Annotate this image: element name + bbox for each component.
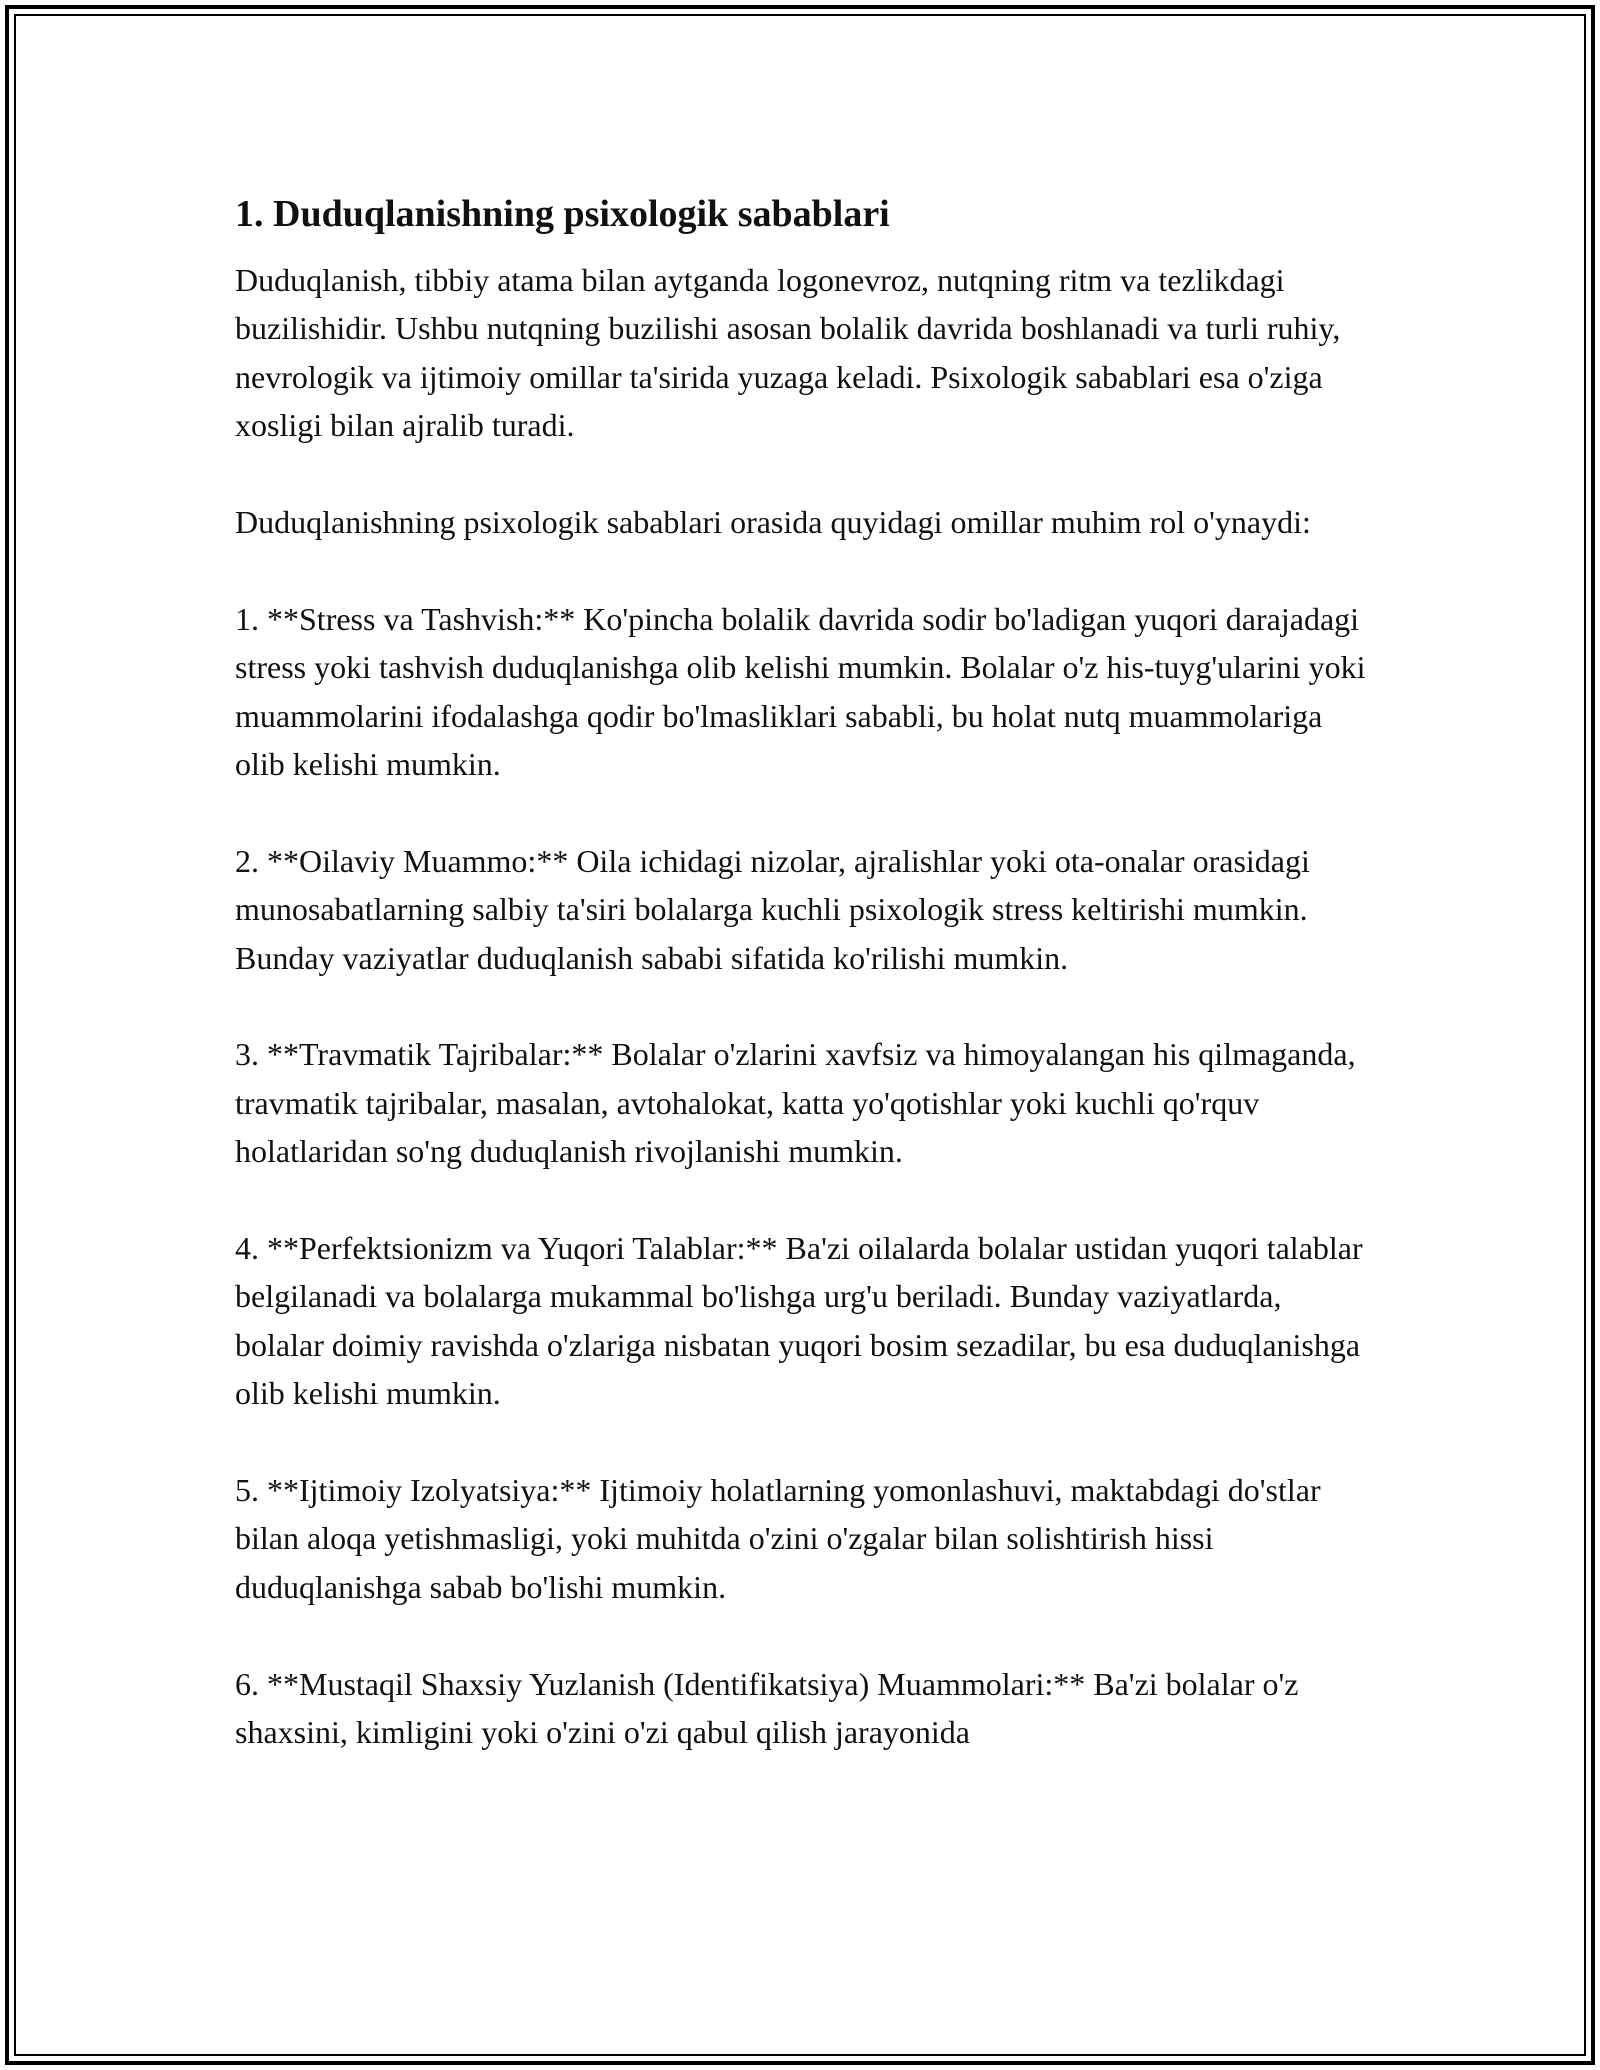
document-body [235, 186, 1375, 1756]
paragraph-intro: Duduqlanish, tibbiy atama bilan aytganda logonevroz, nutqning ritm va tezlikdagi buzilishidir. Ushbu nutqning buzilishi asosan bolalik davrida boshlanadi va turli ruhiy, nevrologik va ijtimoiy omillar ta'sirida yuzaga keladi. Psixologik sabablari esa o'ziga xosligi bilan ajralib turadi. [235, 262, 1341, 444]
list-item-stress: 1. **Stress va Tashvish:** Ko'pincha bolalik davrida sodir bo'ladigan yuqori darajadagi stress yoki tashvish duduqlanishga olib kelishi mumkin. Bolalar o'z his-tuyg'ularini yoki muammolarini ifodalashga qodir bo'lmasliklari sababli, bu holat nutq muammolariga olib kelishi mumkin. [235, 600, 1366, 783]
section-heading: 1. Duduqlanishning psixologik sabablari [235, 193, 890, 235]
list-item-identity: 6. **Mustaqil Shaxsiy Yuzlanish (Identifikatsiya) Muammolari:** Ba'zi bolalar o'z shaxsini, kimligini yoki o'zini o'zi qabul qilish jarayonida [235, 1665, 1299, 1751]
list-item-isolation: 5. **Ijtimoiy Izolyatsiya:** Ijtimoiy holatlarning yomonlashuvi, maktabdagi do'stlar bilan aloqa yetishmasligi, yoki muhitda o'zini o'zgalar bilan solishtirish hissi duduqlanishga sabab bo'lishi mumkin. [235, 1472, 1321, 1605]
list-item-family: 2. **Oilaviy Muammo:** Oila ichidagi nizolar, ajralishlar yoki ota-onalar orasidagi munosabatlarning salbiy ta'siri bolalarga kuchli psixologik stress keltirishi mumkin. Bunday vaziyatlar duduqlanish sababi sifatida ko'rilishi mumkin. [235, 842, 1310, 976]
list-item-perfectionism: 4. **Perfektsionizm va Yuqori Talablar:** Ba'zi oilalarda bolalar ustidan yuqori talablar belgilanadi va bolalarga mukammal bo'lishga urg'u beriladi. Bunday vaziyatlarda, bolalar doimiy ravishda o'zlariga nisbatan yuqori bosim sezadilar, bu esa duduqlanishga olib kelishi mumkin. [235, 1230, 1363, 1412]
list-item-trauma: 3. **Travmatik Tajribalar:** Bolalar o'zlarini xavfsiz va himoyalangan his qilmaganda, travmatik tajribalar, masalan, avtohalokat, katta yo'qotishlar yoki kuchli qo'rquv holatlaridan so'ng duduqlanish rivojlanishi mumkin. [235, 1036, 1356, 1170]
paragraph-lead-in: Duduqlanishning psixologik sabablari orasida quyidagi omillar muhim rol o'ynaydi: [235, 504, 1311, 541]
